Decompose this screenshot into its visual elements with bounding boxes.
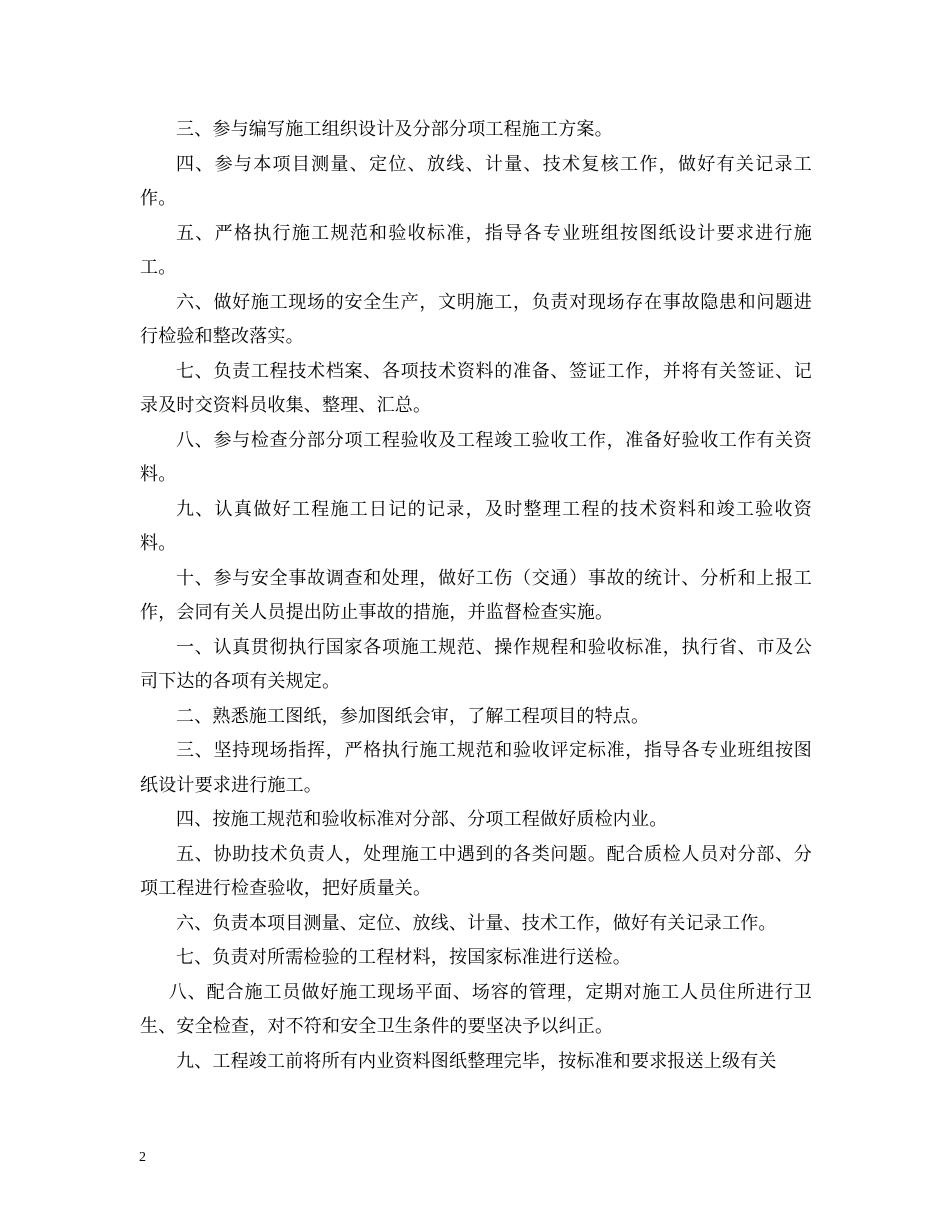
paragraph-12: 四、按施工规范和验收标准对分部、分项工程做好质检内业。: [176, 809, 668, 830]
paragraph-13: 五、协助技术负责人，处理施工中遇到的各类问题。配合质检人员对分部、分项工程进行检查验收，把好质量关。: [140, 843, 812, 899]
paragraph-17: 九、工程竣工前将所有内业资料图纸整理完毕，按标准和要求报送上级有关: [176, 1050, 777, 1072]
paragraph-16: 八、配合施工员做好施工现场平面、场容的管理，定期对施工人员住所进行卫生、安全检查，对不符和安全卫生条件的要坚决予以纠正。: [140, 981, 812, 1037]
paragraph-11: 三、坚持现场指挥，严格执行施工规范和验收评定标准，指导各专业班组按图纸设计要求进行施工。: [140, 740, 812, 796]
document-body: [140, 113, 812, 1079]
paragraph-6: 八、参与检查分部分项工程验收及工程竣工验收工作，准备好验收工作有关资料。: [140, 429, 812, 485]
paragraph-14: 六、负责本项目测量、定位、放线、计量、技术工作，做好有关记录工作。: [176, 912, 777, 934]
paragraph-10: 二、熟悉施工图纸，参加图纸会审，了解工程项目的特点。: [176, 705, 650, 727]
page-number: 2: [139, 1150, 146, 1165]
paragraph-3: 五、严格执行施工规范和验收标准，指导各专业班组按图纸设计要求进行施工。: [140, 222, 812, 278]
paragraph-7: 九、认真做好工程施工日记的记录，及时整理工程的技术资料和竣工验收资料。: [140, 498, 812, 554]
paragraph-4: 六、做好施工现场的安全生产，文明施工，负责对现场存在事故隐患和问题进行检验和整改落实。: [140, 291, 812, 347]
paragraph-9: 一、认真贯彻执行国家各项施工规范、操作规程和验收标准，执行省、市及公司下达的各项有关规定。: [140, 636, 812, 692]
paragraph-15: 七、负责对所需检验的工程材料，按国家标准进行送检。: [176, 947, 631, 968]
paragraph-8: 十、参与安全事故调查和处理，做好工伤（交通）事故的统计、分析和上报工作，会同有关人员提出防止事故的措施，并监督检查实施。: [140, 567, 812, 623]
paragraph-2: 四、参与本项目测量、定位、放线、计量、技术复核工作，做好有关记录工作。: [140, 153, 812, 209]
paragraph-5: 七、负责工程技术档案、各项技术资料的准备、签证工作，并将有关签证、记录及时交资料员收集、整理、汇总。: [140, 360, 812, 416]
paragraph-1: 三、参与编写施工组织设计及分部分项工程施工方案。: [176, 119, 613, 140]
